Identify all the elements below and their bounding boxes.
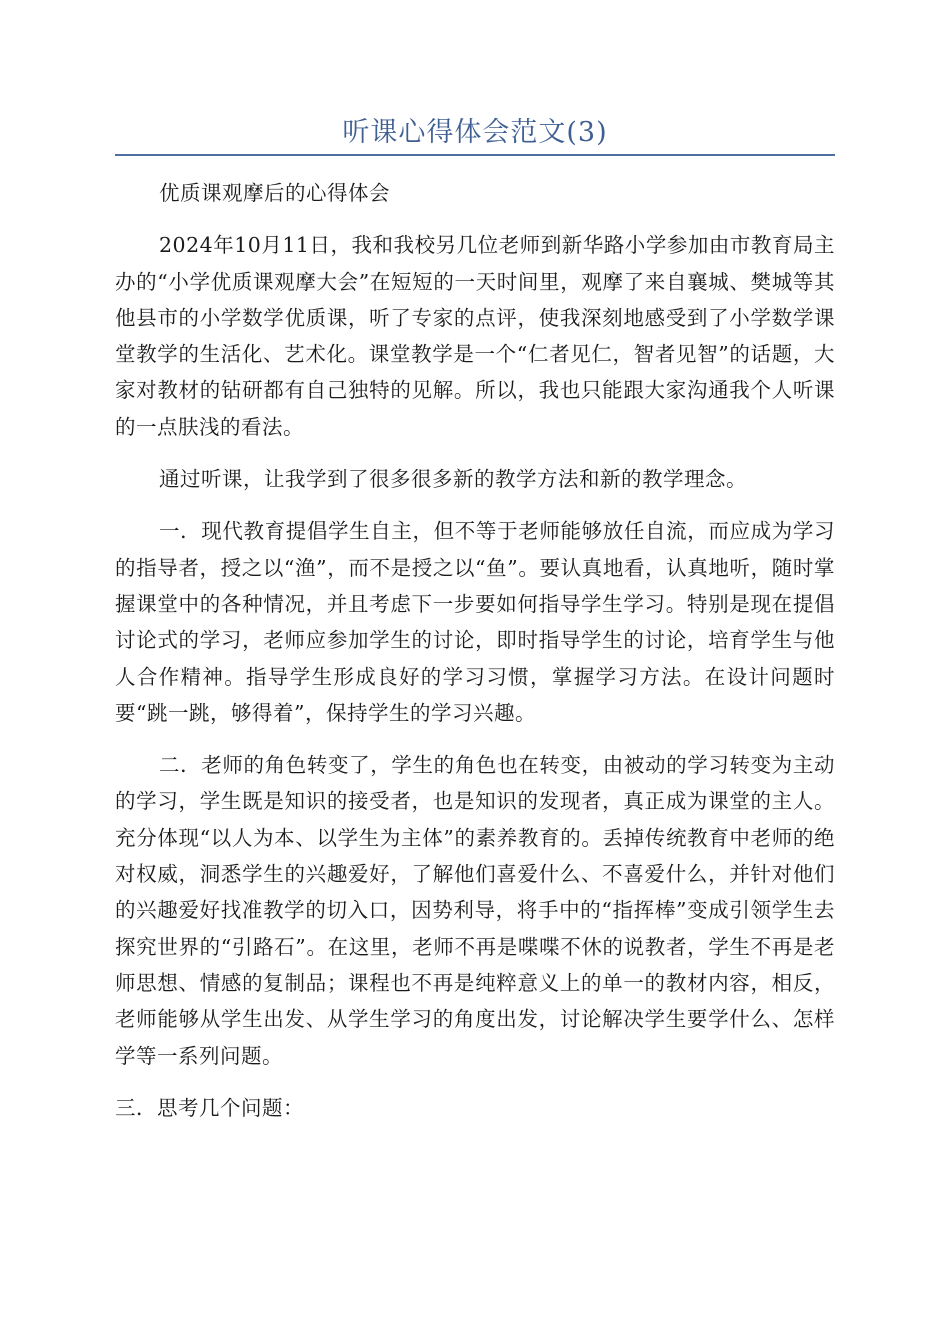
paragraph-point-two: 二．老师的角色转变了，学生的角色也在转变，由被动的学习转变为主动的学习，学生既是知识的接受者，也是知识的发现者，真正成为课堂的主人。充分体现“以人为本、以学生为主体”的素养教育的。丢掉传统教育中老师的绝对权威，洞悉学生的兴趣爱好，了解他们喜爱什么、不喜爱什么，并针对他们的兴趣爱好找准教学的切入口，因势利导，将手中的“指挥棒”变成引领学生去探究世界的“引路石”。在这里，老师不再是喋喋不休的说教者，学生不再是老师思想、情感的复制品；课程也不再是纯粹意义上的单一的教材内容，相反，老师能够从学生出发、从学生学习的角度出发，讨论解决学生要学什么、怎样学等一系列问题。 [115,753,835,1068]
paragraph-point-one: 一．现代教育提倡学生自主，但不等于老师能够放任自流，而应成为学习的指导者，授之以“渔”，而不是授之以“鱼”。要认真地看，认真地听，随时掌握课堂中的各种情况，并且考虑下一步要如何指导学生学习。特别是现在提倡讨论式的学习，老师应参加学生的讨论，即时指导学生的讨论，培育学生与他人合作精神。指导学生形成良好的学习习惯，掌握学习方法。在设计问题时要“跳一跳，够得着”，保持学生的学习兴趣。 [115,519,835,725]
document-title: 听课心得体会范文(3) [342,117,608,148]
section-three-heading: 三．思考几个问题： [115,1095,304,1120]
title-underline [115,154,835,156]
document-subtitle: 优质课观摩后的心得体会 [159,181,390,205]
document-body [115,175,835,1142]
paragraph-intro: 2024年10月11日，我和我校另几位老师到新华路小学参加由市教育局主办的“小学优质课观摩大会”在短短的一天时间里，观摩了来自襄城、樊城等其他县市的小学数学优质课，听了专家的点评，使我深刻地感受到了小学数学课堂教学的生活化、艺术化。课堂教学是一个“仁者见仁，智者见智”的话题，大家对教材的钻研都有自己独特的见解。所以，我也只能跟大家沟通我个人听课的一点肤浅的看法。 [115,233,835,439]
paragraph-summary: 通过听课，让我学到了很多很多新的教学方法和新的教学理念。 [159,467,747,492]
